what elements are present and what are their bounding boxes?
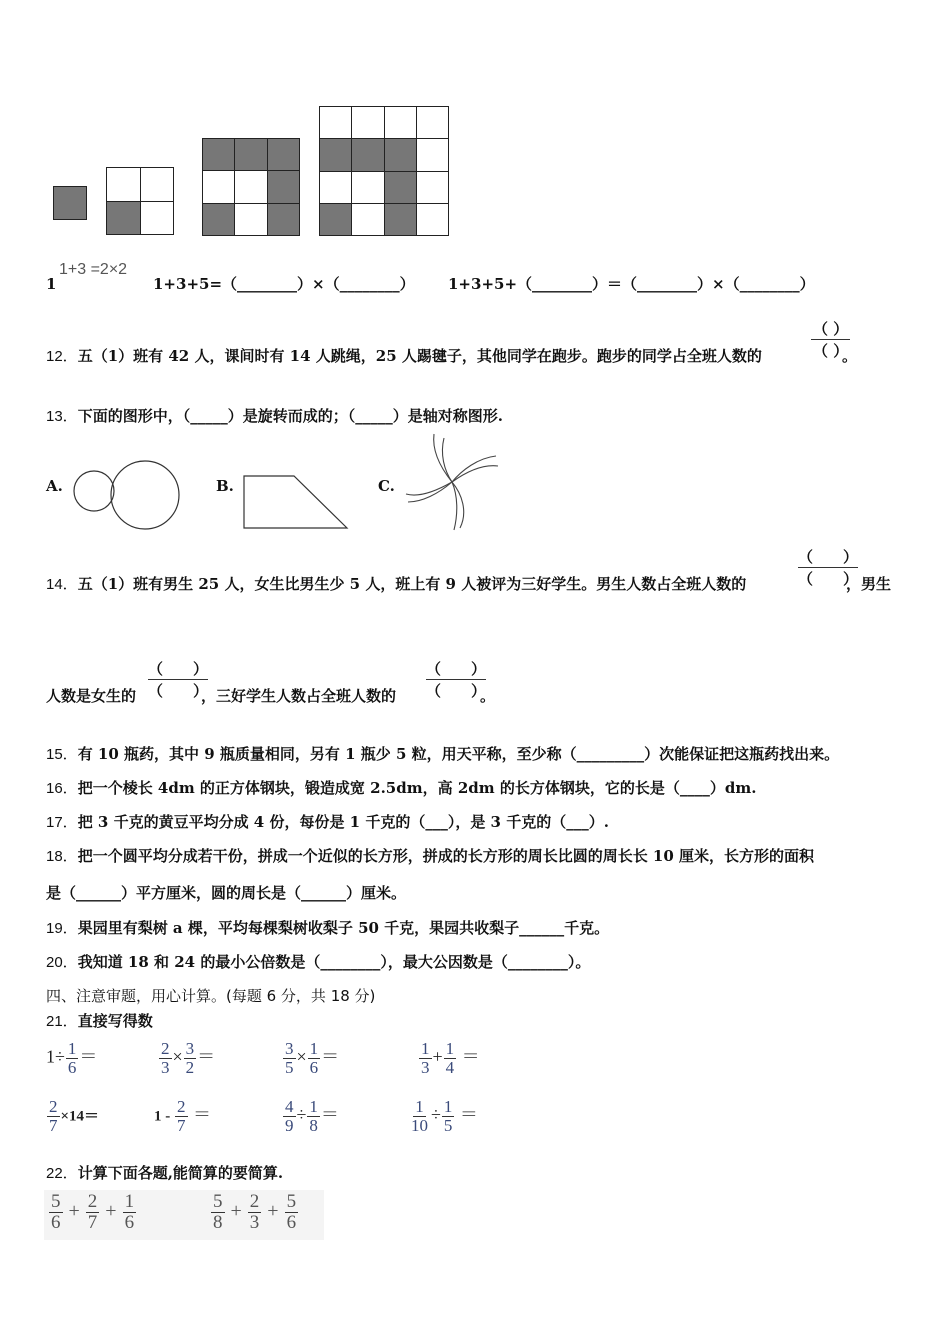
option-b-trapezoid-figure [240, 470, 352, 532]
calc-item: $\frac{1}{10}$ ÷ $\frac{1}{5}$ ＝ [411, 1097, 478, 1135]
fraction-numerator: （ ） [813, 320, 849, 338]
question-17 [46, 811, 609, 832]
square-figure-3 [202, 138, 300, 236]
option-c-label: C. [378, 477, 395, 495]
question-text: 五（1）班有男生 25 人，女生比男生少 5 人，班上有 9 人被评为三好学生。男生人数占全班人数的 [77, 575, 747, 593]
q14-fraction-2 [148, 658, 208, 701]
fraction-numerator: （ ） [148, 660, 209, 678]
question-number: 22． [46, 1165, 78, 1182]
question-number: 21． [46, 1013, 78, 1030]
question-number: 18． [46, 848, 78, 865]
q12-end: 。 [842, 347, 858, 365]
fraction-numerator: （ ） [426, 660, 487, 678]
question-number: 17． [46, 814, 78, 831]
calc-item: $\frac{1}{3}$ + $\frac{1}{4}$ ＝ [421, 1039, 480, 1077]
question-text: 把 3 千克的黄豆平均分成 4 份，每份是 1 千克的（___），是 3 千克的（___）. [77, 813, 609, 831]
option-c-pinwheel-figure [400, 432, 504, 532]
fraction-denominator: （ ） [813, 342, 849, 360]
calc-item: 1÷ $\frac{1}{6}$ ＝ [46, 1039, 98, 1077]
question-16 [46, 777, 756, 798]
q14-line-2-mid: ，三好学生人数占全班人数的 [201, 687, 397, 705]
question-text: 计算下面各题,能简算的要简算. [77, 1164, 284, 1182]
option-a-circles-figure [70, 458, 185, 534]
square-figure-4 [319, 106, 449, 236]
calc-item: $\frac{4}{9}$ ÷ $\frac{1}{8}$ ＝ [285, 1097, 339, 1135]
fraction-numerator: （ ） [798, 548, 859, 566]
intro-formula-3: 1+3+5+（________）＝（________）×（________） [448, 275, 815, 293]
question-number: 19． [46, 920, 78, 937]
calc-item: $\frac{2}{7}$ ×14＝ [49, 1097, 100, 1135]
q14-line-2-start: 人数是女生的 [46, 687, 137, 705]
fraction-denominator: （ ） [798, 570, 859, 588]
question-12 [46, 345, 762, 366]
question-14 [46, 573, 746, 594]
calc-item: $\frac{3}{5}$ × $\frac{1}{6}$ ＝ [285, 1039, 340, 1077]
question-number: 14． [46, 576, 78, 593]
question-text: 果园里有梨树 a 棵，平均每棵梨树收梨子 50 千克，果园共收梨子______千克。 [77, 919, 610, 937]
q22-expression-1: $\frac{5}{6}$ + $\frac{2}{7}$ + $\frac{1}{6}$ [51, 1191, 135, 1233]
question-text: 五（1）班有 42 人，课间时有 14 人跳绳，25 人踢毽子，其他同学在跑步。跑步的同学占全班人数的 [77, 347, 762, 365]
question-text: 把一个圆平均分成若干份，拼成一个近似的长方形，拼成的长方形的周长比圆的周长长 10 厘米，长方形的面积 [77, 847, 815, 865]
q14-fraction-3 [426, 658, 486, 701]
question-number: 20． [46, 954, 78, 971]
question-number: 16． [46, 780, 78, 797]
q22-expression-2: $\frac{5}{8}$ + $\frac{2}{3}$ + $\frac{5}{6}$ [213, 1191, 297, 1233]
q14-line-2-end: 。 [480, 687, 496, 705]
intro-formula-2: 1+3+5=（________）×（________） [153, 275, 415, 293]
question-20 [46, 951, 590, 972]
question-number: 13． [46, 408, 78, 425]
question-text: 把一个棱长 4dm 的正方体钢块，锻造成宽 2.5dm，高 2dm 的长方体钢块，它的长是（____）dm. [77, 779, 757, 797]
question-18 [46, 845, 814, 866]
calc-item: $\frac{2}{3}$ × $\frac{3}{2}$ ＝ [161, 1039, 216, 1077]
intro-lead: 1 [46, 275, 57, 293]
question-text: 有 10 瓶药，其中 9 瓶质量相同，另有 1 瓶少 5 粒，用天平称，至少称（_________）次能保证把这瓶药找出来。 [77, 745, 840, 763]
intro-formula-1: 1+3 =2×2 [59, 261, 128, 278]
fraction-denominator: （ ） [148, 682, 209, 700]
question-text: 我知道 18 和 24 的最小公倍数是（________），最大公因数是（________）。 [77, 953, 591, 971]
question-number: 12． [46, 348, 78, 365]
option-b-label: B. [216, 477, 234, 495]
calc-item: 1 - $\frac{2}{7}$ ＝ [154, 1097, 211, 1135]
section-4-title: 四、注意审题，用心计算。(每题 6 分，共 18 分) [46, 987, 376, 1005]
q14-text-end: ，男生 [846, 575, 892, 593]
question-text: 下面的图形中，（_____）是旋转而成的；（_____）是轴对称图形. [77, 407, 503, 425]
square-figure-2 [106, 167, 174, 235]
question-21 [46, 1010, 153, 1031]
question-19 [46, 917, 609, 938]
square-figure-1 [53, 186, 87, 220]
question-15 [46, 743, 839, 764]
question-13 [46, 405, 503, 426]
fraction-denominator: （ ） [426, 682, 487, 700]
question-text: 直接写得数 [77, 1012, 153, 1030]
question-18-line-2: 是（______）平方厘米，圆的周长是（______）厘米。 [46, 884, 407, 902]
question-number: 15． [46, 746, 78, 763]
question-22 [46, 1162, 283, 1183]
option-a-label: A. [46, 477, 63, 495]
